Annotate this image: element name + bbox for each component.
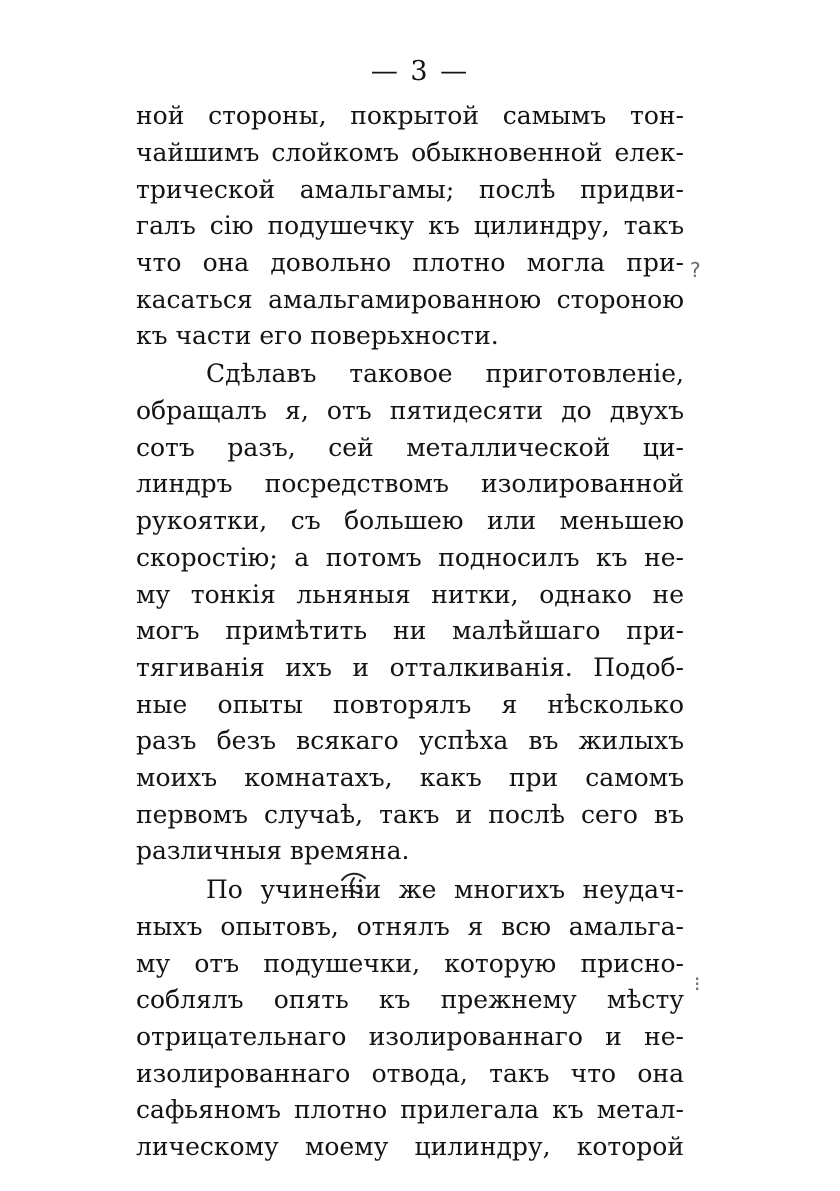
text-line-29: лическому моему цилиндру, которой [136, 1132, 684, 1161]
text-line-16: тягиванія ихъ и отталкиванія. Подоб- [136, 653, 684, 682]
text-line-15: могъ примѣтить ни малѣйшаго при- [136, 616, 684, 645]
text-line-25: соблялъ опять къ прежнему мѣсту [136, 985, 684, 1014]
page-number: — 3 — [370, 56, 470, 87]
text-line-17: ные опыты повторялъ я нѣсколько [136, 690, 684, 719]
margin-question-mark: ? [690, 258, 701, 282]
text-line-14: му тонкія льняныя нитки, однако не [136, 580, 684, 609]
text-line-28: сафьяномъ плотно прилегала къ метал- [136, 1095, 684, 1124]
text-line-20: первомъ случаѣ, такъ и послѣ сего въ [136, 800, 684, 829]
text-line-23: ныхъ опытовъ, отнялъ я всю амальга- [136, 912, 684, 941]
text-line-1: ной стороны, покрытой самымъ тон- [136, 101, 684, 130]
text-line-13: скоростію; а потомъ подносилъ къ не- [136, 543, 684, 572]
text-line-5: что она довольно плотно могла при- [136, 248, 684, 277]
paragraph-start-3: По учиненіи же многихъ неудач- [206, 875, 684, 904]
text-line-10: сотъ разъ, сей металлической ци- [136, 433, 684, 462]
text-line-18: разъ безъ всякаго успѣха въ жилыхъ [136, 726, 684, 755]
text-line-12: рукоятки, съ большею или меньшею [136, 506, 684, 535]
text-line-6: касаться амальгамированною стороною [136, 285, 684, 314]
text-line-2: чайшимъ слойкомъ обыкновенной елек- [136, 138, 684, 167]
text-line-9: обращалъ я, отъ пятидесяти до двухъ [136, 396, 684, 425]
text-line-7: къ части его поверьхности. [136, 321, 499, 350]
text-line-4: галъ сію подушечку къ цилиндру, такъ [136, 211, 684, 240]
text-line-3: трической амальгамы; послѣ придви- [136, 175, 684, 204]
text-line-19: моихъ комнатахъ, какъ при самомъ [136, 763, 684, 792]
text-line-26: отрицательнаго изолированнаго и не- [136, 1022, 684, 1051]
paragraph-start-2: Сдѣлавъ таковое приготовленіе, [206, 359, 684, 388]
text-line-21: различныя времяна. [136, 836, 410, 865]
text-line-24: му отъ подушечки, которую присно- [136, 949, 684, 978]
margin-dot-mark: ⁝ [694, 972, 701, 996]
text-line-11: линдръ посредствомъ изолированной [136, 469, 684, 498]
text-line-27: изолированнаго отвода, такъ что она [136, 1059, 684, 1088]
ink-flourish-icon [340, 868, 368, 898]
